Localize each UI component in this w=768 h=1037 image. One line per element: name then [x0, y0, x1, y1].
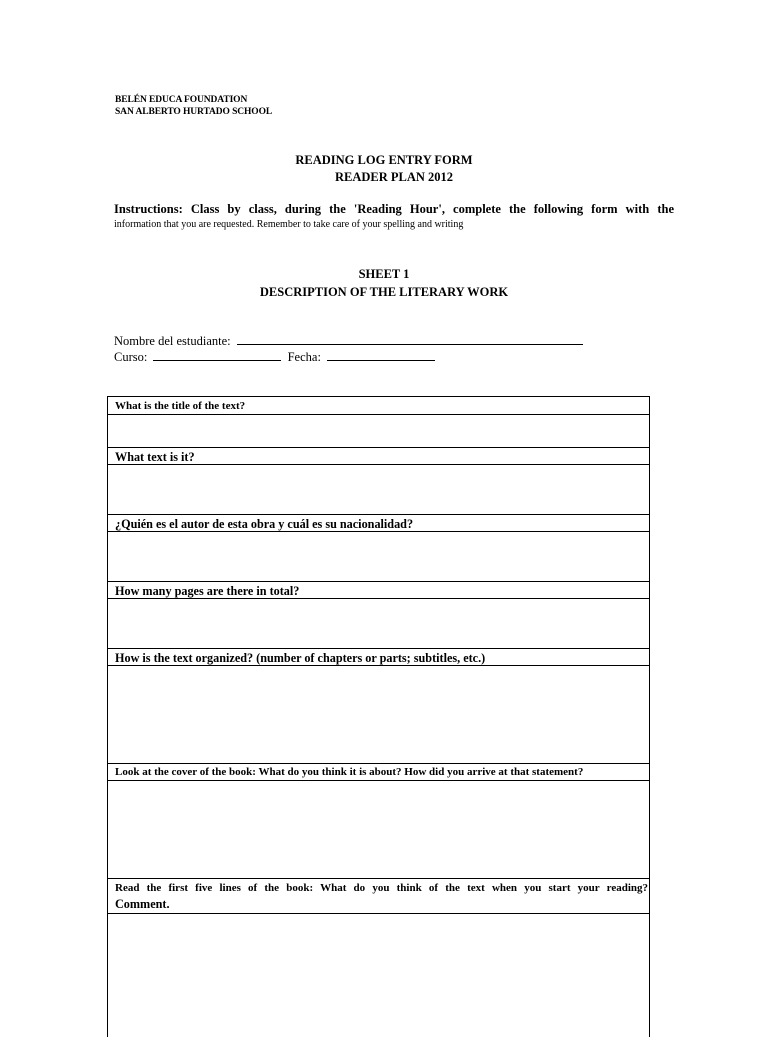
- question-3-label: ¿Quién es el autor de esta obra y cuál es su nacionalidad?: [108, 515, 649, 532]
- student-name-label: Nombre del estudiante:: [114, 334, 231, 348]
- form-title: READING LOG ENTRY FORM: [295, 153, 473, 167]
- question-2-label: What text is it?: [108, 448, 649, 465]
- question-7-text: Read the first five lines of the book: What do you think of the text when you start your reading?: [115, 882, 648, 894]
- question-1-label: What is the title of the text?: [108, 397, 649, 415]
- student-name-row: [114, 332, 583, 349]
- student-name-field[interactable]: [237, 332, 583, 345]
- date-label: Fecha:: [287, 350, 321, 364]
- question-1-answer[interactable]: [108, 415, 649, 448]
- school-name: SAN ALBERTO HURTADO SCHOOL: [115, 107, 273, 117]
- course-date-row: [114, 348, 435, 365]
- sheet-subtitle: DESCRIPTION OF THE LITERARY WORK: [259, 285, 509, 299]
- question-7-answer[interactable]: [108, 914, 649, 1037]
- question-7-comment: Comment.: [115, 897, 170, 911]
- question-7-label: [108, 879, 649, 914]
- question-4-answer[interactable]: [108, 599, 649, 649]
- form-subtitle: READER PLAN 2012: [334, 170, 454, 184]
- questions-table: [107, 396, 650, 1037]
- question-4-label: How many pages are there in total?: [108, 582, 649, 599]
- foundation-name: BELÉN EDUCA FOUNDATION: [115, 95, 248, 105]
- course-label: Curso:: [114, 350, 148, 364]
- question-2-answer[interactable]: [108, 465, 649, 515]
- course-field[interactable]: [153, 348, 281, 361]
- sheet-number: SHEET 1: [358, 267, 410, 281]
- instructions-line-1: Instructions: Class by class, during the 'Reading Hour', complete the following form with the: [114, 202, 674, 216]
- date-field[interactable]: [327, 348, 435, 361]
- question-3-answer[interactable]: [108, 532, 649, 582]
- question-6-answer[interactable]: [108, 781, 649, 879]
- question-6-label: Look at the cover of the book: What do you think it is about? How did you arrive at that statement?: [108, 764, 649, 781]
- question-5-answer[interactable]: [108, 666, 649, 764]
- instructions-line-2: information that you are requested. Remember to take care of your spelling and writing: [114, 219, 464, 230]
- question-5-label: How is the text organized? (number of chapters or parts; subtitles, etc.): [108, 649, 649, 666]
